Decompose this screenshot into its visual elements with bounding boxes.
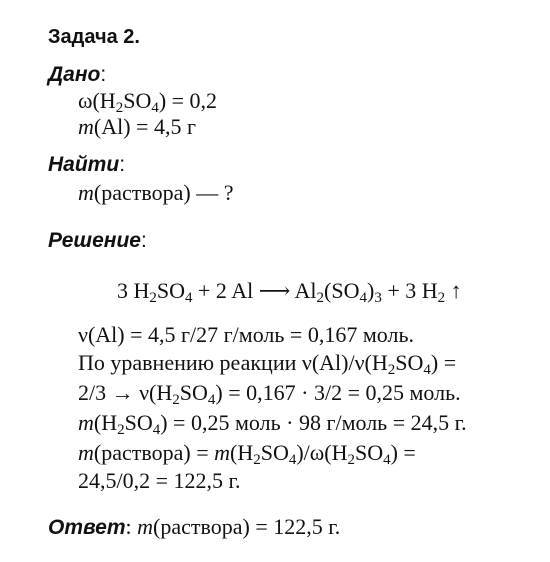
solution-line-5: m(раствора) = $m(H_2SO_4)/\omega(H_2SO_4)$ = [78,440,416,468]
find-label: Найти [48,153,120,176]
problem-title: Задача 2. [48,26,140,48]
solution-line-3: $2/3 \to \nu(H_2SO_4) = 0,167 \cdot 3/2 = 0,25$ моль. [78,380,461,408]
find-line-1: m(раствора) — ? [78,180,234,205]
given-colon: : [100,63,107,86]
answer-colon: : [125,514,132,539]
solution-colon: : [140,229,147,252]
find-heading [48,152,125,178]
given-line-2: m(Al) = 4,5 г [78,114,196,139]
answer-value: m(раствора) = 122,5 г. [137,514,341,539]
given-heading [48,62,106,88]
solution-heading [48,228,147,254]
find-colon: : [119,153,126,176]
given-label: Дано [48,63,101,86]
solution-line-6: 24,5/0,2 = 122,5 г. [78,468,241,493]
solution-line-4: $m(H_2SO_4) = 0,25$ моль · 98 г/моль = 24,5 г. [78,410,467,438]
solution-line-2: По уравнению реакции $\nu(Al)/\nu(H_2SO_4)$ = [78,350,457,378]
solution-label: Решение [48,229,141,252]
given-line-1: $\omega(H_2SO_4) = 0,2$ [78,88,218,116]
answer-line [48,514,340,541]
reaction-equation: 3 $H_2SO_4 + 2$ Al ⟶ $Al_2(SO_4)_3 + 3$ $H_2$ ↑ [117,278,462,306]
solution-line-1: ν(Al) = 4,5 г/27 г/моль = 0,167 моль. [78,322,414,347]
answer-label: Ответ [48,516,126,539]
